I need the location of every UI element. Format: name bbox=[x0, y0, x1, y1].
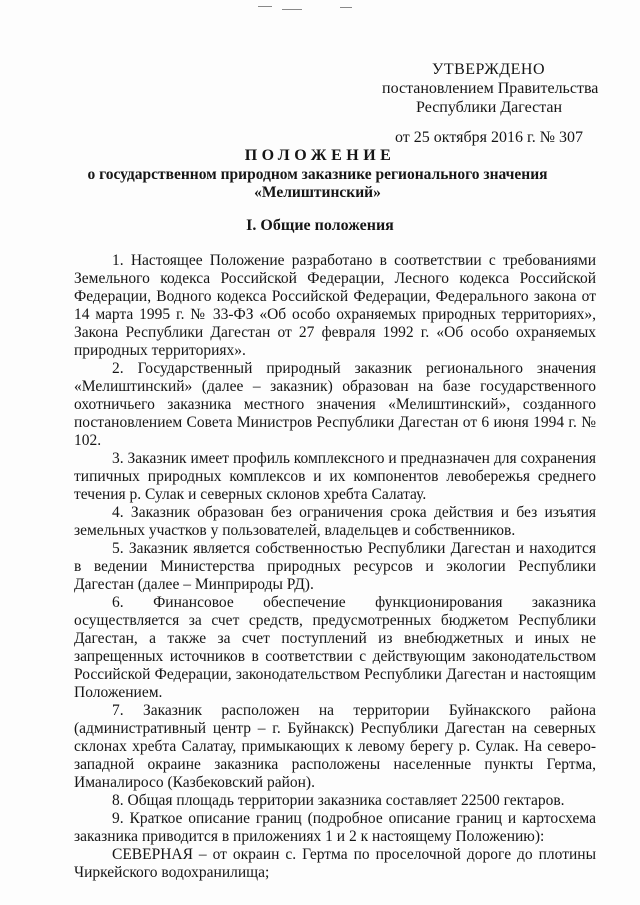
document-body bbox=[74, 252, 596, 882]
document-title: ПОЛОЖЕНИЕ bbox=[244, 147, 396, 164]
paragraph: 2. Государственный природный заказник регионального значения «Мелиштинский» (далее – заказник) образован на базе государственного охотничьего заказника местного значения «Мелиштинский», созданного постановлением Совета Министров Республики Дагестан от 6 июня 1994 г. № 102. bbox=[74, 360, 596, 449]
approval-block bbox=[360, 60, 610, 147]
paragraph: 8. Общая площадь территории заказника составляет 22500 гектаров. bbox=[112, 792, 565, 809]
approval-line: Республики Дагестан bbox=[416, 99, 563, 116]
subtitle-line: «Мелиштинский» bbox=[254, 184, 381, 201]
subtitle-line: о государственном природном заказнике регионального значения bbox=[87, 166, 548, 183]
scan-mark bbox=[282, 9, 302, 10]
paragraph: 3. Заказник имеет профиль комплексного и предназначен для сохранения типичных природных комплексов и их компонентов левобережья среднего течения р. Сулак и северных склонов хребта Салатау. bbox=[74, 450, 596, 503]
paragraph: 4. Заказник образован без ограничения срока действия и без изъятия земельных участков у пользователей, владельцев и собственников. bbox=[74, 504, 596, 539]
approval-date: от 25 октября 2016 г. № 307 bbox=[395, 129, 584, 146]
scan-mark bbox=[340, 7, 352, 8]
section-heading: I. Общие положения bbox=[246, 217, 394, 234]
paragraph: СЕВЕРНАЯ – от окраин с. Гертма по проселочной дороге до плотины Чиркейского водохранилища; bbox=[74, 846, 596, 881]
document-subtitle bbox=[40, 166, 595, 202]
paragraph: 1. Настоящее Положение разработано в соответствии с требованиями Земельного кодекса Российской Федерации, Лесного кодекса Российской Федерации, Водного кодекса Российской Федерации, Федерального закона от 14 марта 1995 г. № 33-ФЗ «Об особо охраняемых природных территориях», Закона Республики Дагестан от 27 февраля 1992 г. «Об особо охраняемых природных территориях». bbox=[74, 252, 596, 359]
paragraph: 6. Финансовое обеспечение функционирования заказника осуществляется за счет средств, предусмотренных бюджетом Республики Дагестан, а также за счет поступлений из внебюджетных и иных не запрещенных источников в соответствии с действующим законодательством Российской Федерации, законодательством Республики Дагестан и настоящим Положением. bbox=[74, 594, 596, 701]
approval-title: УТВЕРЖДЕНО bbox=[432, 61, 546, 78]
paragraph: 7. Заказник расположен на территории Буйнакского района (административный центр – г. Буйнакск) Республики Дагестан на северных склонах хребта Салатау, примыкающих к левому берегу р. Сулак. На северо-западной окраине заказника расположены населенные пункты Гертма, Иманалиросо (Казбековский район). bbox=[74, 702, 596, 791]
scan-mark bbox=[258, 6, 272, 7]
approval-line: постановлением Правительства bbox=[382, 80, 599, 97]
paragraph: 5. Заказник является собственностью Республики Дагестан и находится в ведении Министерства природных ресурсов и экологии Республики Дагестан (далее – Минприроды РД). bbox=[74, 540, 596, 593]
paragraph: 9. Краткое описание границ (подробное описание границ и картосхема заказника приводится в приложениях 1 и 2 к настоящему Положению): bbox=[74, 810, 596, 845]
